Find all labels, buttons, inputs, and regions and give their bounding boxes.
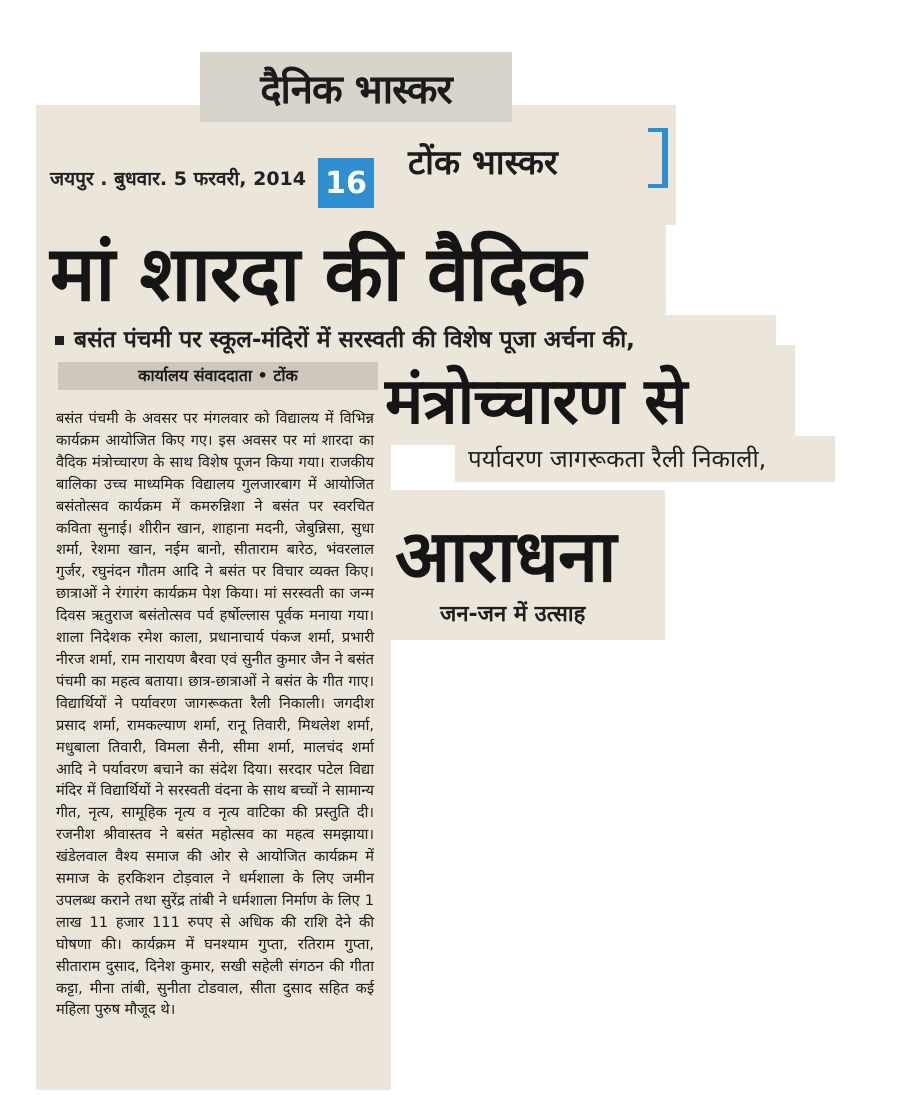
subhead-3: जन-जन में उत्साह <box>440 602 586 627</box>
bullet-icon <box>55 336 64 345</box>
dateline: जयपुर . बुधवार. 5 फरवरी, 2014 <box>50 168 306 190</box>
headline-line-3: आराधना <box>395 514 616 598</box>
subhead-2: पर्यावरण जागरूकता रैली निकाली, <box>468 445 767 473</box>
headline-line-2: मंत्रोच्चारण से <box>385 365 687 439</box>
section-title: टोंक भास्कर <box>408 143 558 183</box>
subhead-1-text: बसंत पंचमी पर स्कूल-मंदिरों में सरस्वती की विशेष पूजा अर्चना की, <box>74 327 635 353</box>
masthead-name: दैनिक भास्कर <box>260 66 452 113</box>
section-bracket <box>648 128 668 188</box>
masthead <box>200 52 512 122</box>
page-number-badge: 16 <box>318 158 374 208</box>
article-body: बसंत पंचमी के अवसर पर मंगलवार को विद्यालय में विभिन्न कार्यक्रम आयोजित किए गए। इस अवसर पर मां शारदा का वैदिक मंत्रोच्चारण के साथ विशेष पूजन किया गया। राजकीय बालिका उच्च माध्यमिक विद्यालय गुलजारबाग में आयोजित बसंतोत्सव कार्यक्रम में कमरुन्निशा ने बसंत पर स्वरचित कविता सुनाई। शीरीन खान, शाहाना मदनी, जेबुन्निसा, सुधा शर्मा, रेशमा खान, नईम बानो, सीताराम बारेठ, भंवरलाल गुर्जर, रघुनंदन गौतम आदि ने बसंत पर विचार व्यक्त किए। छात्राओं ने रंगारंग कार्यक्रम पेश किया। मां सरस्वती का जन्म दिवस ऋतुराज बसंतोत्सव पर्व हर्षोल्लास पूर्वक मनाया गया। शाला निदेशक रमेश काला, प्रधानाचार्य पंकज शर्मा, प्रभारी नीरज शर्मा, राम नारायण बैरवा एवं सुनीत कुमार जैन ने बसंत पंचमी का महत्व बताया। छात्र-छात्राओं ने बसंत के गीत गाए। विद्यार्थियों ने पर्यावरण जागरूकता रैली निकाली। जगदीश प्रसाद शर्मा, रामकल्याण शर्मा, रानू तिवारी, मिथलेश शर्मा, मधुबाला तिवारी, विमला सैनी, सीमा शर्मा, मालचंद शर्मा आदि ने पर्यावरण बचाने का संदेश दिया। सरदार पटेल विद्या मंदिर में विद्यार्थियों ने सरस्वती वंदना के साथ बच्चों ने सामान्य गीत, नृत्य, सामूहिक नृत्य व नृत्य वाटिका की प्रस्तुति दी। रजनीश श्रीवास्तव ने बसंत महोत्सव का महत्व समझाया। खंडेलवाल वैश्य समाज की ओर से आयोजित कार्यक्रम में समाज के हरकिशन टोड़वाल ने धर्मशाला के लिए जमीन उपलब्ध कराने तथा सुरेंद्र तांबी ने धर्मशाला निर्माण के लिए 1 लाख 11 हजार 111 रुपए से अधिक की राशि देने की घोषणा की। कार्यक्रम में घनश्याम गुप्ता, रतिराम गुप्ता, सीताराम दुसाद, दिनेश कुमार, सखी सहेली संगठन की गीता कट्टा, मीना तांबी, सुनीता टोडवाल, सीता दुसाद सहित कई महिला पुरुष मौजूद थे। <box>56 410 374 1019</box>
subhead-1 <box>55 322 635 354</box>
byline: कार्यालय संवाददाता • टोंक <box>58 362 378 390</box>
headline-line-1: मां शारदा की वैदिक <box>50 229 585 318</box>
